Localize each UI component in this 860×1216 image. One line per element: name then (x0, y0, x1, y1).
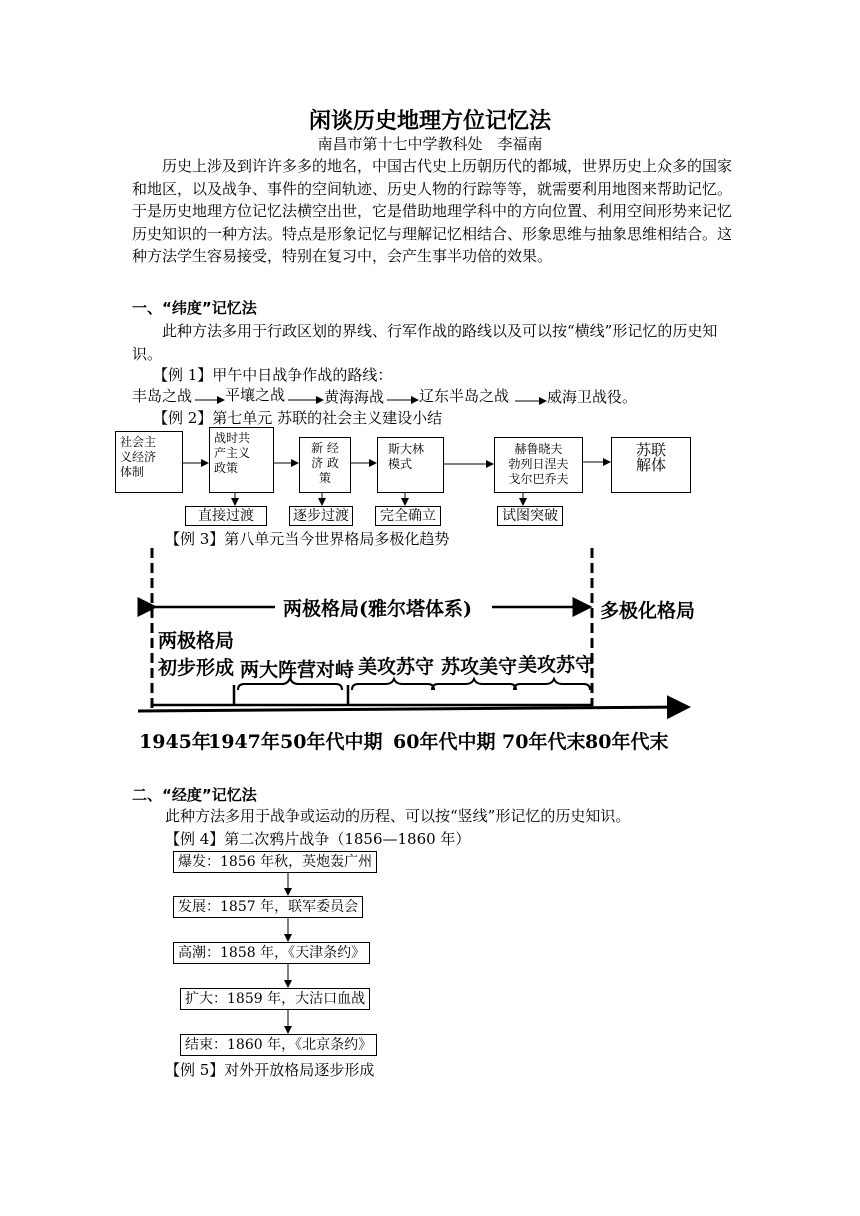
ex1-title: 【例 1】甲午中日战争作战的路线： (153, 366, 393, 384)
ex3-timeline (138, 548, 688, 711)
timeline-stage-label: 美攻苏守 (358, 656, 435, 678)
war-step-end: 结束：1860 年，《北京条约》 (180, 1034, 377, 1056)
intro-paragraph: 历史上涉及到许许多多的地名，中国古代史上历朝历代的都城，世界历史上众多的国家和地区，以及战争、事件的空间轨迹、历史人物的行踪等等，就需要利用地图来帮助记忆。于是历史地理方位记忆法横空出世，它是借助地理学科中的方向位置、利用空间形势来记忆历史知识的一种方法。特点是形象记忆与理解记忆相结合、形象思维与抽象思维相结合。这种方法学生容易接受，特别在复习中，会产生事半功倍的效果。 (132, 157, 733, 266)
ex4-title: 【例 4】第二次鸦片战争（1856—1860 年） (165, 830, 471, 848)
timeline-stage-label: 初步形成 (158, 657, 235, 679)
section1-desc: 此种方法多用于行政区划的界线、行军作战的路线以及可以按“横线”形记忆的历史知识。 (132, 322, 718, 363)
ex3-title: 【例 3】第八单元当今世界格局多极化趋势 (165, 530, 450, 548)
flow-box-war-communism: 战时共 产主义 政策 (209, 427, 274, 493)
label-gradual-transition: 逐步过渡 (289, 506, 353, 526)
author-line: 南昌市第十七中学教科处 李福南 (317, 135, 543, 153)
ex1-arrows (195, 400, 546, 401)
timeline-year: 1945年 (139, 731, 211, 753)
timeline-year: 50年代中期 (280, 731, 383, 753)
flow-box-stalin-model: 斯大林 模式 (377, 437, 444, 493)
ex1-step: 威海卫战役。 (547, 388, 638, 406)
ex5-title: 【例 5】对外开放格局逐步形成 (165, 1061, 375, 1079)
section2-desc: 此种方法多用于战争或运动的历程、可以按“竖线”形记忆的历史知识。 (165, 807, 631, 825)
war-step-expansion: 扩大：1859 年，大沽口血战 (180, 988, 370, 1010)
flow-box-nep: 新 经 济 政 策 (299, 437, 351, 493)
section2-heading: 二、“经度”记忆法 (132, 786, 257, 804)
ex2-arrows (183, 462, 610, 505)
label-fully-established: 完全确立 (375, 506, 441, 526)
ex1-step: 平壤之战 (225, 386, 286, 404)
label-direct-transition: 直接过渡 (185, 506, 267, 526)
war-step-climax: 高潮：1858 年，《天津条约》 (173, 942, 370, 964)
flow-box-leaders: 赫鲁晓夫 勃列日涅夫 戈尔巴乔夫 (494, 437, 583, 493)
timeline-multipolar-label: 多极化格局 (600, 600, 696, 622)
timeline-year: 70年代末 (502, 731, 586, 753)
war-step-development: 发展：1857 年，联军委员会 (173, 896, 363, 918)
ex1-step: 辽东半岛之战 (419, 387, 510, 405)
war-step-outbreak: 爆发：1856 年秋，英炮轰广州 (173, 851, 377, 873)
timeline-stage-label: 两大阵营对峙 (240, 659, 355, 681)
timeline-bipolar-label: 两极格局(雅尔塔体系) (283, 598, 472, 620)
ex2-title: 【例 2】第七单元 苏联的社会主义建设小结 (153, 409, 443, 427)
timeline-year: 1947年 (208, 731, 280, 753)
page-title: 闲谈历史地理方位记忆法 (308, 109, 551, 134)
timeline-stage-label: 两极格局 (158, 630, 235, 652)
label-attempted-breakthrough: 试图突破 (497, 506, 563, 526)
timeline-stage-label: 美攻苏守 (518, 654, 595, 676)
timeline-year: 80年代末 (585, 731, 669, 753)
flow-box-ussr-dissolution: 苏联 解体 (611, 437, 691, 493)
ex1-step: 黄海海战 (324, 388, 385, 406)
timeline-year: 60年代中期 (393, 731, 496, 753)
ex1-step: 丰岛之战 (132, 387, 193, 405)
flow-box-economic-system: 社会主 义经济 体制 (115, 431, 183, 493)
section1-heading: 一、“纬度”记忆法 (132, 299, 257, 317)
timeline-stage-label: 苏攻美守 (441, 656, 518, 678)
